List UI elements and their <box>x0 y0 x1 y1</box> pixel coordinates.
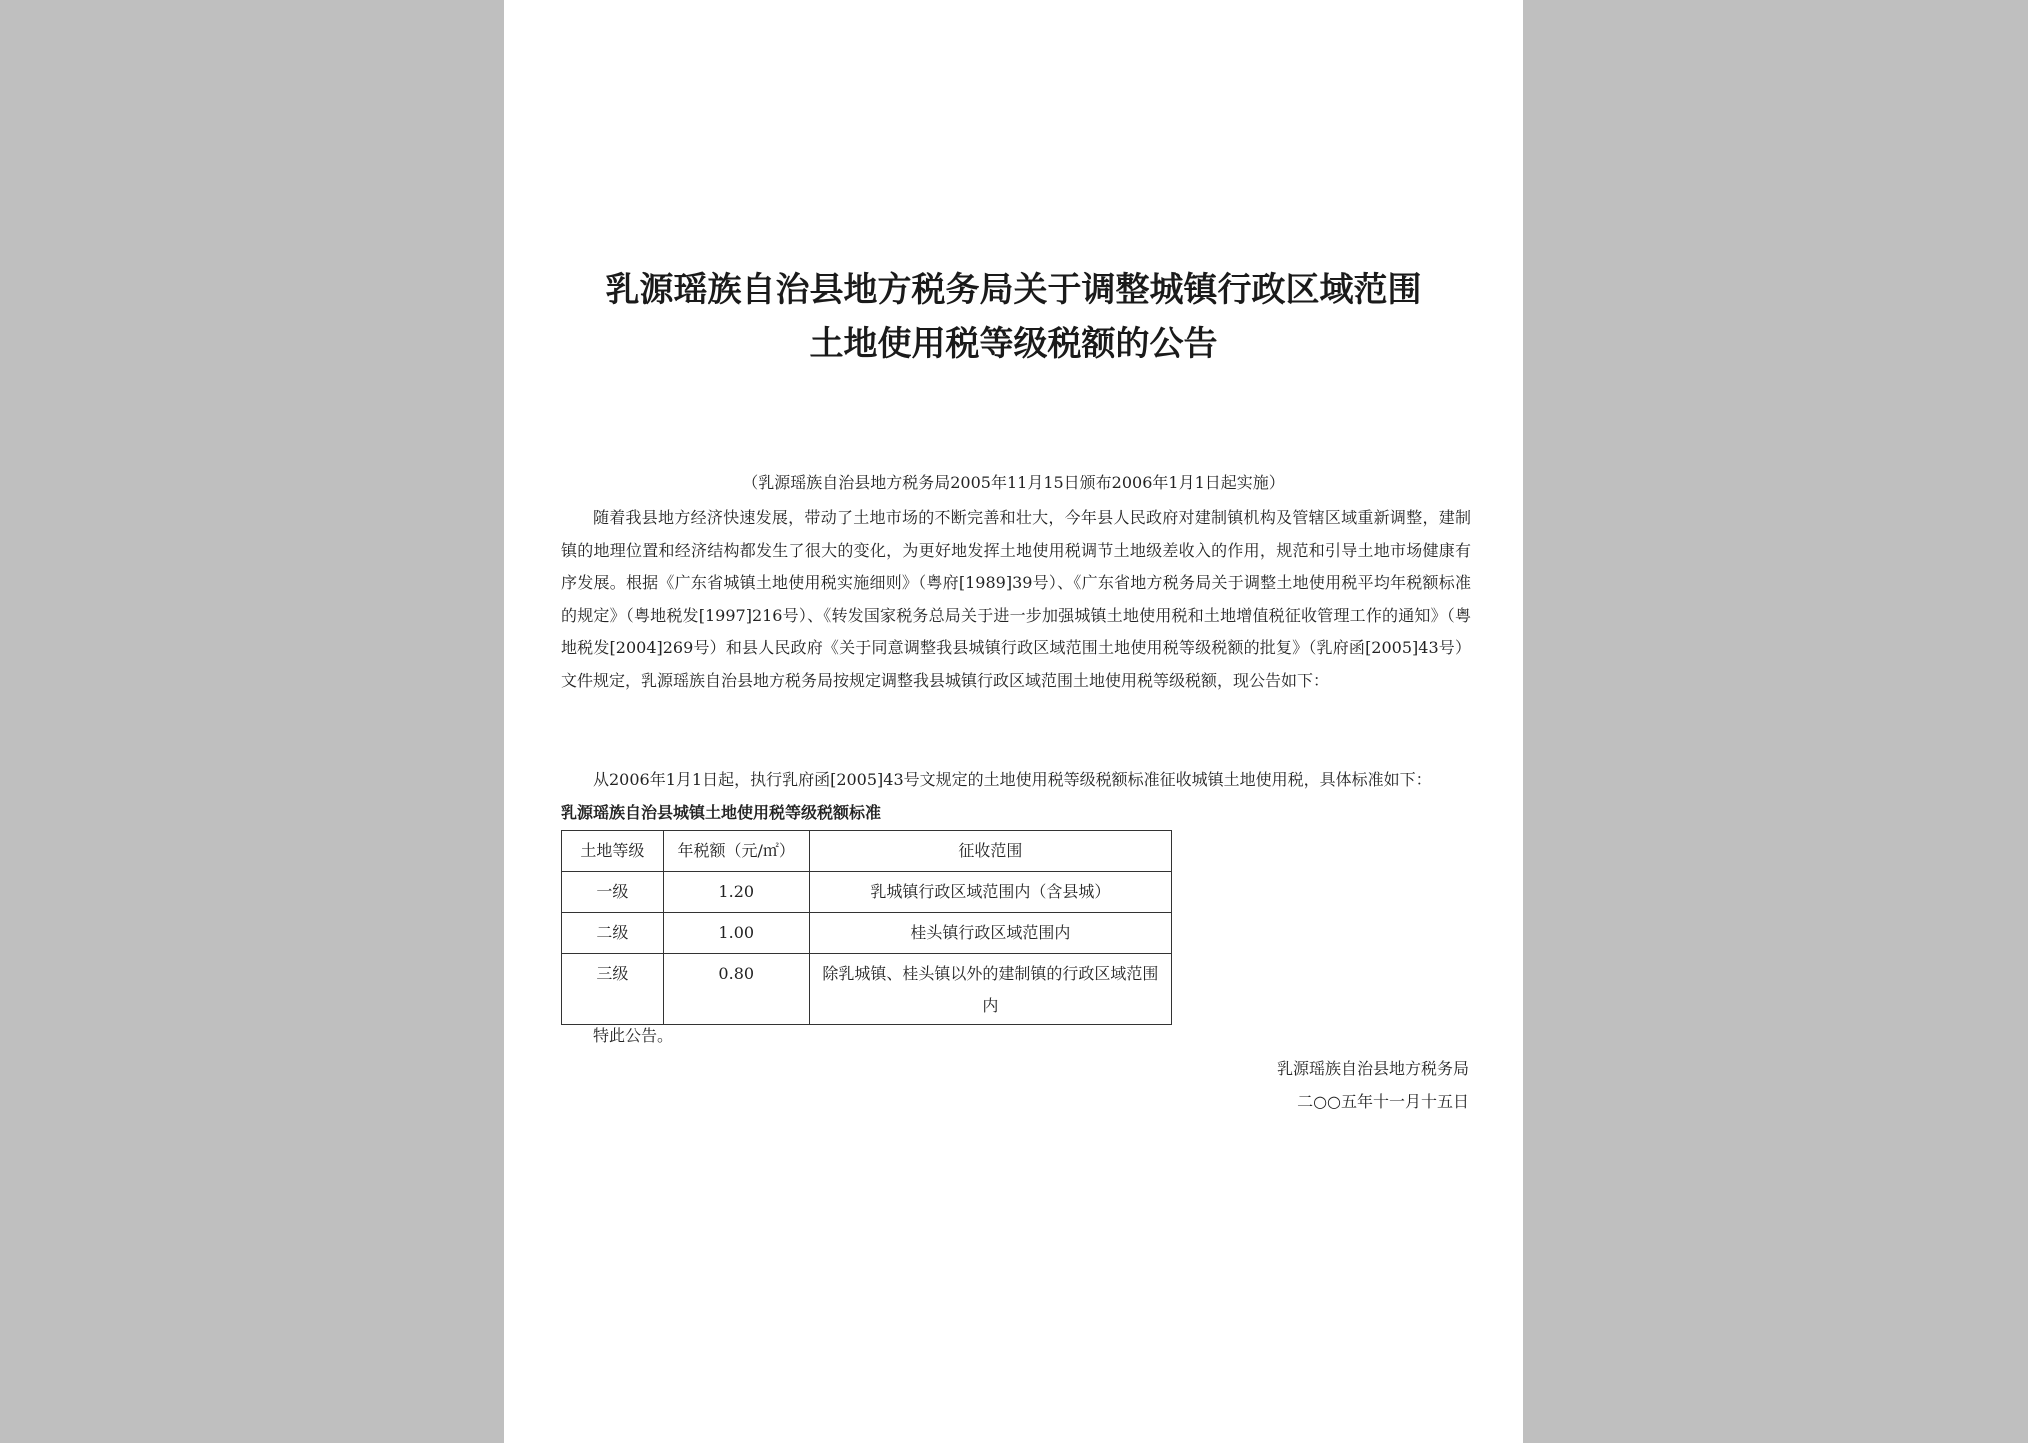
document-page <box>504 0 1523 1443</box>
header-rate: 年税额（元/㎡） <box>663 831 809 872</box>
title-line-1: 乳源瑶族自治县地方税务局关于调整城镇行政区域范围 <box>605 270 1422 310</box>
body-text <box>561 502 1471 697</box>
table-row <box>562 954 1172 1025</box>
header-grade: 土地等级 <box>562 831 664 872</box>
cell-rate: 1.00 <box>663 913 809 954</box>
closing-line: 特此公告。 <box>593 1026 674 1045</box>
issuance-note: （乳源瑶族自治县地方税务局2005年11月15日颁布2006年1月1日起实施） <box>742 473 1285 492</box>
table-row <box>562 872 1172 913</box>
signer: 乳源瑶族自治县地方税务局 <box>1276 1059 1469 1078</box>
issue-date: 二○○五年十一月十五日 <box>1297 1092 1469 1111</box>
table-row <box>562 913 1172 954</box>
table-title: 乳源瑶族自治县城镇土地使用税等级税额标准 <box>561 803 882 822</box>
cell-grade: 三级 <box>562 954 664 1025</box>
cell-rate: 0.80 <box>663 954 809 1025</box>
cell-scope: 除乳城镇、桂头镇以外的建制镇的行政区域范围内 <box>809 954 1171 1025</box>
paragraph-2: 从2006年1月1日起，执行乳府函[2005]43号文规定的土地使用税等级税额标准征收城镇土地使用税，具体标准如下： <box>593 770 1432 789</box>
cell-grade: 二级 <box>562 913 664 954</box>
cell-scope: 乳城镇行政区域范围内（含县城） <box>809 872 1171 913</box>
table-header-row <box>562 831 1172 872</box>
header-scope: 征收范围 <box>809 831 1171 872</box>
paragraph-1: 随着我县地方经济快速发展，带动了土地市场的不断完善和壮大，今年县人民政府对建制镇机构及管辖区域重新调整，建制镇的地理位置和经济结构都发生了很大的变化，为更好地发挥土地使用税调节土地级差收入的作用，规范和引导土地市场健康有序发展。根据《广东省城镇土地使用税实施细则》（粤府[1989]39号）、《广东省地方税务局关于调整土地使用税平均年税额标准的规定》（粤地税发[1997]216号）、《转发国家税务总局关于进一步加强城镇土地使用税和土地增值税征收管理工作的通知》（粤地税发[2004]269号）和县人民政府《关于同意调整我县城镇行政区域范围土地使用税等级税额的批复》（乳府函[2005]43号）文件规定，乳源瑶族自治县地方税务局按规定调整我县城镇行政区域范围土地使用税等级税额，现公告如下： <box>561 508 1471 690</box>
title-line-2: 土地使用税等级税额的公告 <box>809 324 1218 364</box>
cell-grade: 一级 <box>562 872 664 913</box>
cell-scope: 桂头镇行政区域范围内 <box>809 913 1171 954</box>
cell-rate: 1.20 <box>663 872 809 913</box>
tax-rate-table <box>561 830 1172 1025</box>
document-title <box>504 263 1523 371</box>
